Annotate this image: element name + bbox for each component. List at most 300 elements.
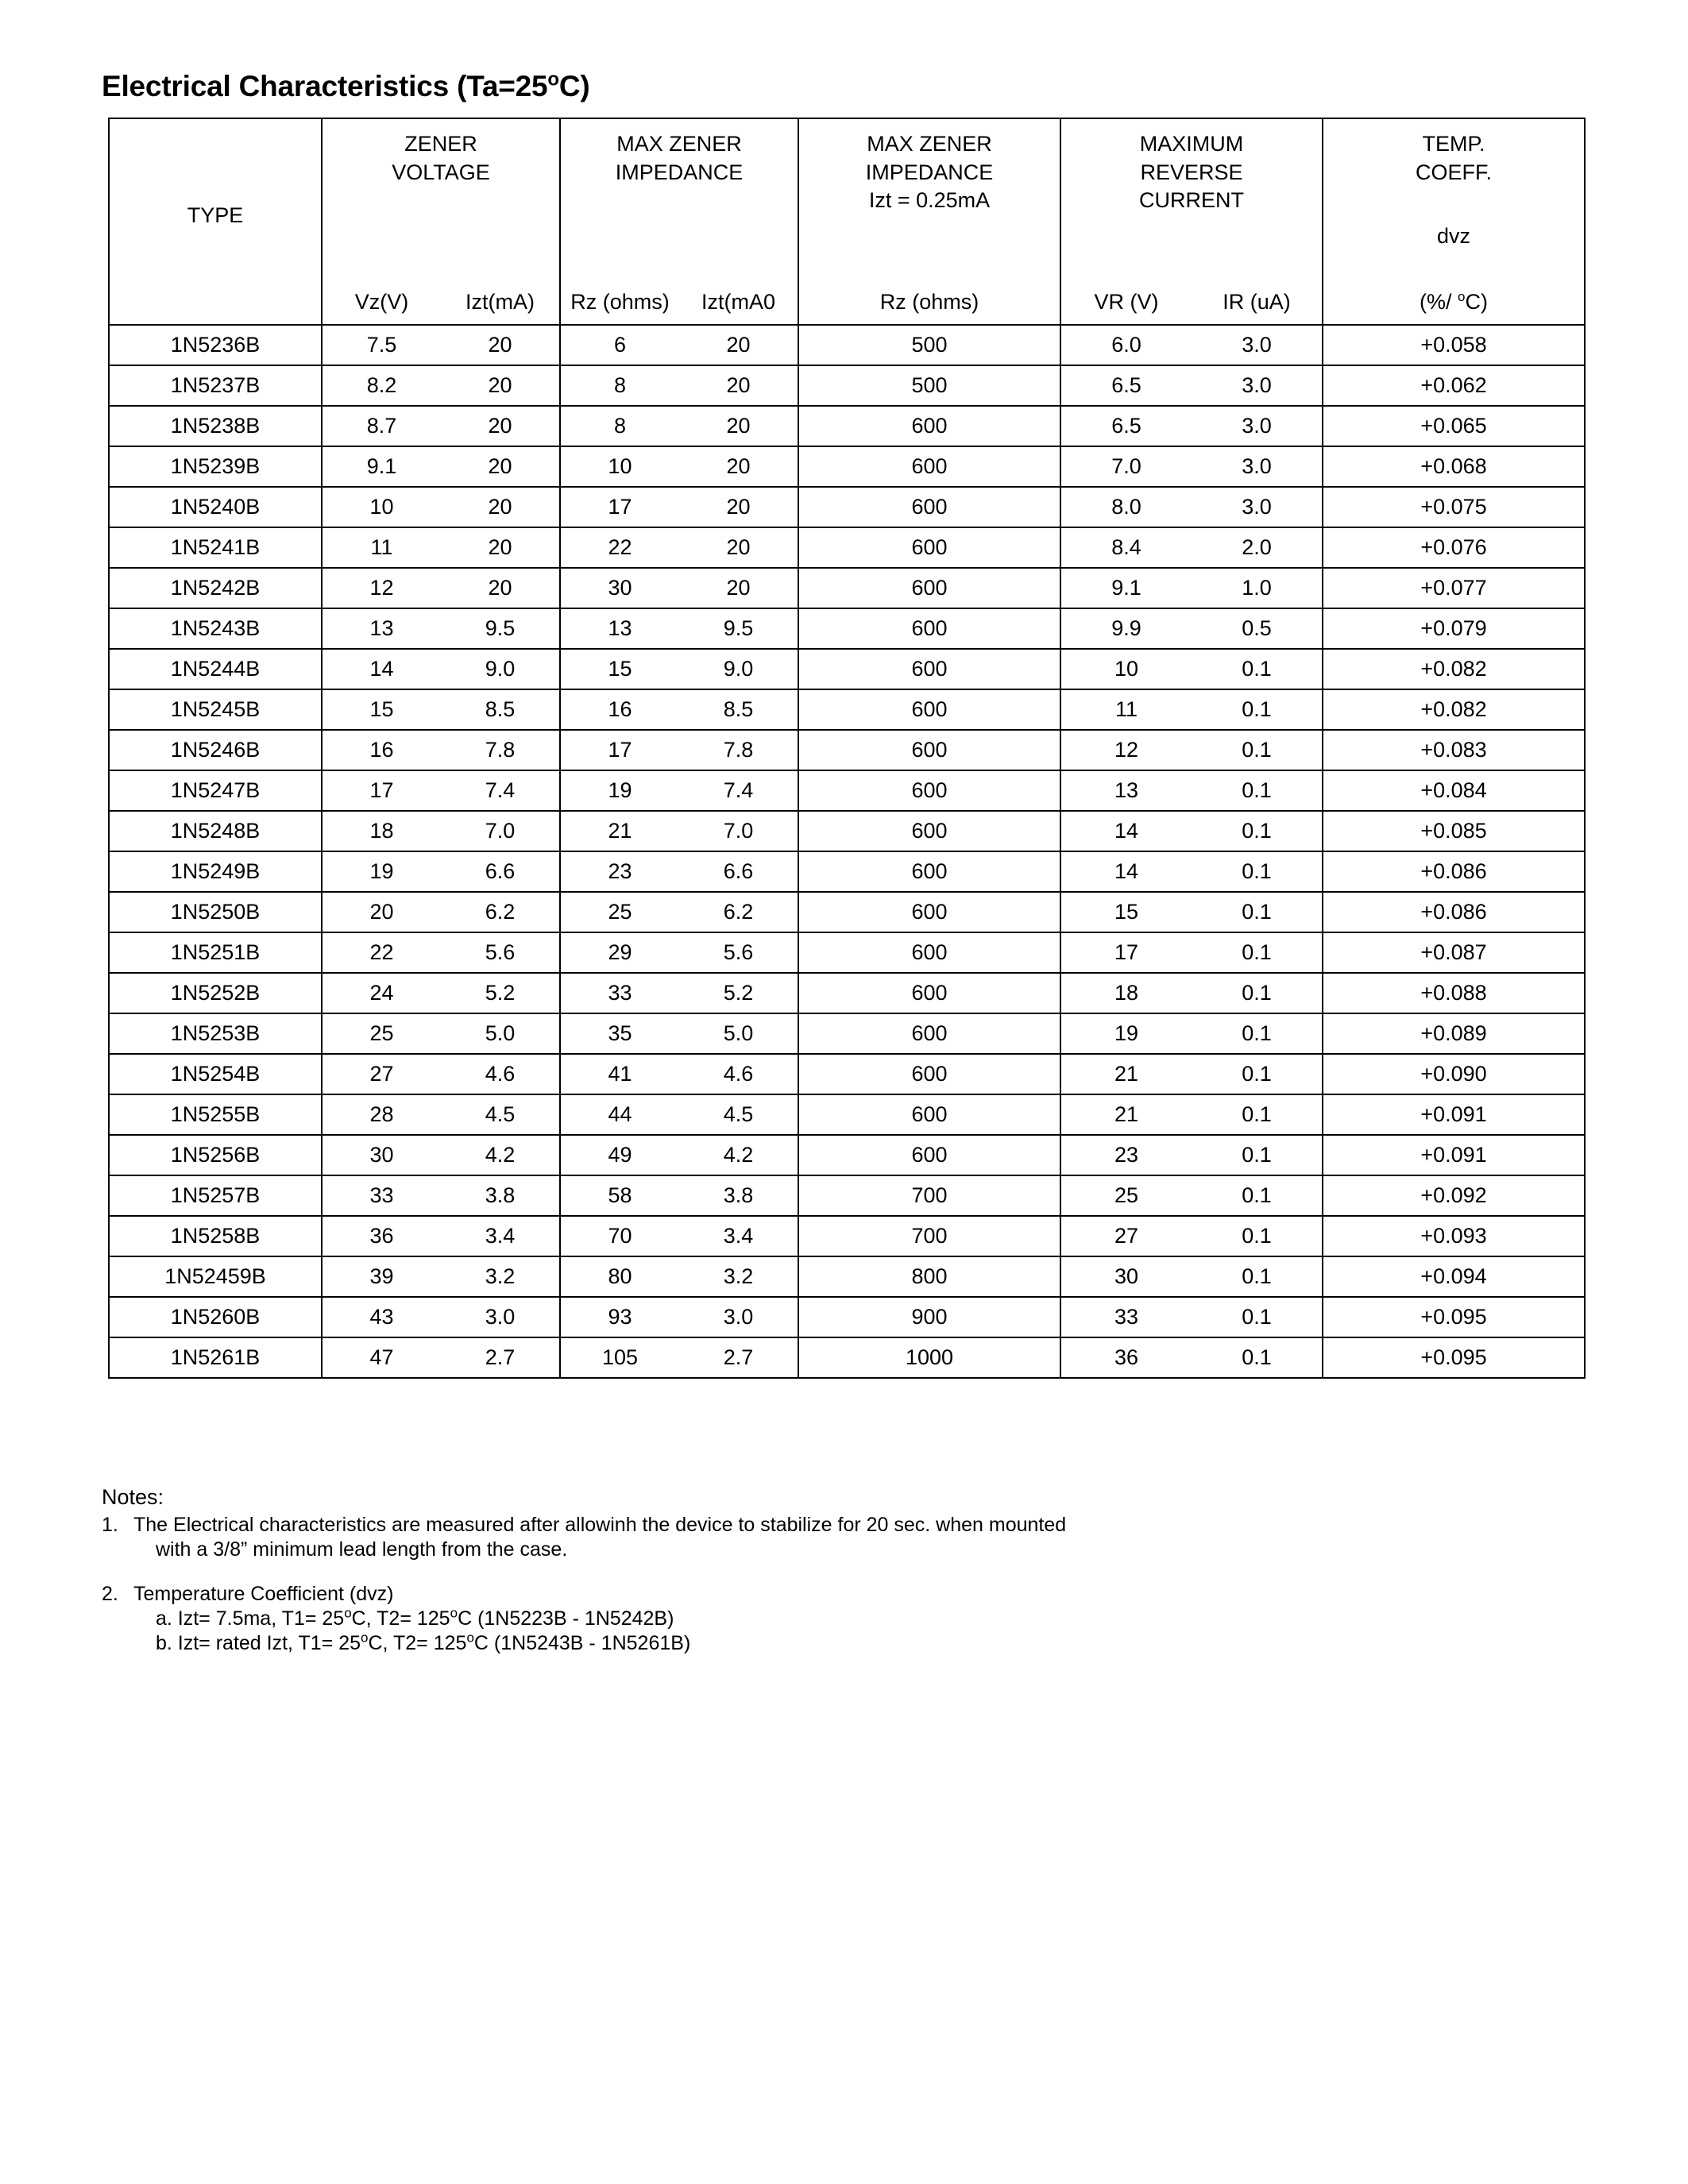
cell-rz: 33: [608, 981, 632, 1005]
cell-izt2: 4.2: [723, 1143, 754, 1167]
cell-ir: 3.0: [1242, 454, 1272, 478]
notes-heading: Notes:: [102, 1485, 164, 1509]
cell-vr: 11: [1114, 697, 1138, 721]
cell-max-zener-impedance: [560, 1297, 798, 1337]
cell-zener-voltage: [322, 811, 560, 851]
cell-vr: 15: [1114, 900, 1139, 924]
cell-zener-voltage: [322, 1216, 560, 1256]
cell-ir: 0.1: [1242, 1264, 1272, 1288]
header-temp-coeff-unit-post: C): [1465, 290, 1488, 314]
cell-max-zener-impedance: [560, 649, 798, 689]
cell-max-zener-impedance-025: 500: [798, 325, 1060, 365]
cell-izt2: 20: [726, 414, 751, 438]
cell-izt2: 20: [726, 373, 751, 397]
header-max-zener-impedance-title: [561, 130, 798, 187]
cell-max-reverse-current: [1060, 689, 1323, 730]
cell-temp-coeff: +0.091: [1323, 1135, 1585, 1175]
table-row: [109, 446, 1585, 487]
cell-zener-voltage: [322, 487, 560, 527]
cell-max-zener-impedance: [560, 568, 798, 608]
note-2-degree-3: o: [361, 1630, 369, 1646]
cell-vr: 36: [1114, 1345, 1139, 1369]
header-temp-coeff-line1: TEMP.: [1422, 132, 1485, 156]
cell-vr: 8.4: [1111, 535, 1141, 559]
cell-rz: 70: [608, 1224, 632, 1248]
table-row: [109, 325, 1585, 365]
cell-max-zener-impedance: [560, 487, 798, 527]
cell-izt: 5.0: [485, 1021, 516, 1045]
cell-type: 1N5251B: [109, 932, 322, 973]
cell-rz: 22: [608, 535, 632, 559]
cell-type: 1N5237B: [109, 365, 322, 406]
cell-izt2: 6.6: [723, 859, 754, 883]
cell-temp-coeff: +0.076: [1323, 527, 1585, 568]
page-title-tail: C): [558, 70, 590, 102]
cell-vr: 13: [1114, 778, 1139, 802]
cell-max-zener-impedance-025: 1000: [798, 1337, 1060, 1378]
cell-zener-voltage: [322, 892, 560, 932]
cell-max-zener-impedance-025: 600: [798, 932, 1060, 973]
cell-type: 1N5248B: [109, 811, 322, 851]
note-2-line-1: Temperature Coefficient (dvz): [133, 1583, 394, 1605]
cell-vr: 30: [1114, 1264, 1139, 1288]
cell-ir: 0.1: [1242, 778, 1272, 802]
cell-vr: 14: [1114, 819, 1139, 843]
header-zener-voltage: [322, 118, 560, 325]
header-sub-izt2: Izt(mA0: [701, 290, 775, 314]
cell-rz: 93: [608, 1305, 632, 1329]
cell-temp-coeff: +0.079: [1323, 608, 1585, 649]
cell-max-zener-impedance: [560, 1216, 798, 1256]
note-1: [102, 1515, 1452, 1565]
cell-ir: 0.1: [1242, 859, 1272, 883]
cell-vz: 18: [369, 819, 394, 843]
cell-zener-voltage: [322, 527, 560, 568]
table-row: [109, 406, 1585, 446]
cell-izt2: 20: [726, 576, 751, 600]
cell-temp-coeff: +0.082: [1323, 649, 1585, 689]
cell-izt: 9.5: [485, 616, 516, 640]
table-row: [109, 1175, 1585, 1216]
header-max-zener-impedance-line1: MAX ZENER: [616, 132, 742, 156]
cell-izt: 4.2: [485, 1143, 516, 1167]
cell-temp-coeff: +0.092: [1323, 1175, 1585, 1216]
cell-rz: 13: [608, 616, 632, 640]
header-type-label: TYPE: [187, 203, 244, 227]
cell-vz: 33: [369, 1183, 394, 1207]
cell-vz: 39: [369, 1264, 394, 1288]
cell-ir: 0.1: [1242, 981, 1272, 1005]
header-max-zener-impedance-line2: IMPEDANCE: [615, 160, 744, 184]
cell-ir: 0.1: [1242, 1345, 1272, 1369]
cell-max-zener-impedance-025: 600: [798, 851, 1060, 892]
cell-zener-voltage: [322, 770, 560, 811]
table-row: [109, 649, 1585, 689]
cell-type: 1N5253B: [109, 1013, 322, 1054]
cell-izt: 2.7: [485, 1345, 516, 1369]
cell-max-zener-impedance-025: 600: [798, 770, 1060, 811]
table-row: [109, 608, 1585, 649]
cell-max-reverse-current: [1060, 1337, 1323, 1378]
cell-vz: 11: [370, 535, 393, 559]
cell-max-zener-impedance: [560, 1175, 798, 1216]
cell-vr: 6.5: [1111, 414, 1141, 438]
cell-ir: 0.1: [1242, 900, 1272, 924]
header-temp-coeff-line2: COEFF.: [1415, 160, 1492, 184]
cell-max-zener-impedance: [560, 608, 798, 649]
cell-type: 1N5236B: [109, 325, 322, 365]
cell-rz: 30: [608, 576, 632, 600]
header-zener-voltage-title: [323, 130, 559, 187]
cell-vz: 7.5: [366, 333, 397, 357]
cell-izt2: 4.5: [723, 1102, 754, 1126]
cell-ir: 1.0: [1242, 576, 1272, 600]
cell-zener-voltage: [322, 1297, 560, 1337]
cell-izt: 4.5: [485, 1102, 516, 1126]
cell-type: 1N5243B: [109, 608, 322, 649]
cell-temp-coeff: +0.086: [1323, 851, 1585, 892]
cell-max-reverse-current: [1060, 1054, 1323, 1094]
cell-max-zener-impedance-025: 600: [798, 1054, 1060, 1094]
cell-zener-voltage: [322, 1094, 560, 1135]
cell-ir: 0.1: [1242, 1224, 1272, 1248]
cell-temp-coeff: +0.093: [1323, 1216, 1585, 1256]
cell-izt2: 3.4: [723, 1224, 754, 1248]
cell-vz: 30: [369, 1143, 394, 1167]
cell-max-zener-impedance: [560, 1256, 798, 1297]
header-sub-ir: IR (uA): [1223, 290, 1291, 314]
header-zener-voltage-line2: VOLTAGE: [392, 160, 490, 184]
cell-type: 1N5238B: [109, 406, 322, 446]
cell-ir: 0.1: [1242, 940, 1272, 964]
cell-vr: 6.0: [1111, 333, 1141, 357]
cell-izt2: 9.5: [723, 616, 754, 640]
cell-type: 1N5249B: [109, 851, 322, 892]
cell-izt2: 3.0: [723, 1305, 754, 1329]
cell-izt2: 7.0: [723, 819, 754, 843]
header-max-reverse-current-line1: MAXIMUM: [1139, 132, 1244, 156]
cell-type: 1N5245B: [109, 689, 322, 730]
cell-max-zener-impedance-025: 600: [798, 649, 1060, 689]
cell-ir: 0.1: [1242, 819, 1272, 843]
note-1-body: [133, 1515, 1452, 1565]
cell-max-reverse-current: [1060, 770, 1323, 811]
header-type: [109, 118, 322, 325]
cell-zener-voltage: [322, 406, 560, 446]
cell-ir: 0.1: [1242, 738, 1272, 762]
cell-temp-coeff: +0.082: [1323, 689, 1585, 730]
cell-zener-voltage: [322, 325, 560, 365]
note-2-degree-2: o: [450, 1605, 458, 1621]
cell-vr: 14: [1114, 859, 1139, 883]
cell-zener-voltage: [322, 649, 560, 689]
cell-izt: 20: [488, 495, 512, 519]
cell-rz: 23: [608, 859, 632, 883]
cell-max-reverse-current: [1060, 1297, 1323, 1337]
cell-max-zener-impedance: [560, 973, 798, 1013]
cell-max-reverse-current: [1060, 1135, 1323, 1175]
header-temp-coeff-title: [1323, 130, 1584, 187]
cell-vz: 25: [369, 1021, 394, 1045]
cell-ir: 3.0: [1242, 414, 1272, 438]
table-row: [109, 1135, 1585, 1175]
header-temp-coeff-dvz: dvz: [1436, 224, 1471, 248]
cell-type: 1N5242B: [109, 568, 322, 608]
cell-vr: 6.5: [1111, 373, 1141, 397]
table-row: [109, 973, 1585, 1013]
header-max-reverse-current-sub: [1061, 290, 1322, 314]
cell-vr: 7.0: [1111, 454, 1141, 478]
cell-vz: 20: [369, 900, 394, 924]
cell-max-zener-impedance: [560, 406, 798, 446]
note-2-line-2-c: C (1N5223B - 1N5242B): [458, 1607, 674, 1630]
cell-izt: 20: [488, 454, 512, 478]
cell-vz: 19: [369, 859, 394, 883]
cell-rz: 80: [608, 1264, 632, 1288]
cell-max-zener-impedance: [560, 365, 798, 406]
cell-max-reverse-current: [1060, 1216, 1323, 1256]
cell-izt2: 7.8: [723, 738, 754, 762]
cell-ir: 0.1: [1242, 1143, 1272, 1167]
cell-max-zener-impedance: [560, 446, 798, 487]
cell-max-zener-impedance-025: 500: [798, 365, 1060, 406]
note-2-line-3-c: C (1N5243B - 1N5261B): [473, 1632, 691, 1654]
cell-zener-voltage: [322, 932, 560, 973]
cell-izt: 20: [488, 535, 512, 559]
header-max-zener-impedance: [560, 118, 798, 325]
header-max-reverse-current-title: [1061, 130, 1322, 215]
cell-vr: 25: [1114, 1183, 1139, 1207]
page-title-text: Electrical Characteristics (Ta=25: [102, 70, 548, 102]
cell-max-reverse-current: [1060, 568, 1323, 608]
cell-max-zener-impedance: [560, 1337, 798, 1378]
cell-vz: 16: [369, 738, 394, 762]
cell-max-reverse-current: [1060, 1175, 1323, 1216]
header-max-reverse-current-line3: CURRENT: [1139, 188, 1244, 213]
cell-temp-coeff: +0.095: [1323, 1297, 1585, 1337]
electrical-characteristics-table: [108, 118, 1586, 1379]
header-zener-voltage-line1: ZENER: [404, 132, 477, 156]
table-row: [109, 568, 1585, 608]
cell-rz: 35: [608, 1021, 632, 1045]
cell-type: 1N5241B: [109, 527, 322, 568]
header-sub-vr: VR (V): [1094, 290, 1159, 314]
cell-vz: 24: [369, 981, 394, 1005]
cell-temp-coeff: +0.077: [1323, 568, 1585, 608]
cell-izt2: 5.0: [723, 1021, 754, 1045]
cell-vr: 9.9: [1111, 616, 1141, 640]
cell-max-reverse-current: [1060, 1256, 1323, 1297]
cell-temp-coeff: +0.062: [1323, 365, 1585, 406]
header-max-zener-impedance-025: [798, 118, 1060, 325]
table-row: [109, 365, 1585, 406]
note-2-line-2-a: a. Izt= 7.5ma, T1= 25: [156, 1607, 345, 1630]
cell-zener-voltage: [322, 1175, 560, 1216]
cell-vr: 27: [1114, 1224, 1139, 1248]
cell-vr: 33: [1114, 1305, 1139, 1329]
cell-izt: 20: [488, 576, 512, 600]
note-2-body: [133, 1584, 1452, 1658]
cell-max-zener-impedance-025: 600: [798, 730, 1060, 770]
note-1-line-2: with a 3/8” minimum lead length from the case.: [156, 1538, 568, 1561]
cell-rz: 105: [601, 1345, 639, 1369]
cell-vr: 19: [1114, 1021, 1139, 1045]
header-max-zener-impedance-025-sub: Rz (ohms): [879, 290, 979, 314]
cell-izt: 7.8: [485, 738, 516, 762]
cell-izt2: 20: [726, 495, 751, 519]
table-row: [109, 1094, 1585, 1135]
cell-vr: 18: [1114, 981, 1139, 1005]
cell-vr: 8.0: [1111, 495, 1141, 519]
note-2-degree-4: o: [466, 1630, 474, 1646]
note-2: [102, 1584, 1452, 1658]
cell-vr: 21: [1114, 1062, 1139, 1086]
cell-type: 1N5246B: [109, 730, 322, 770]
cell-izt: 3.8: [485, 1183, 516, 1207]
cell-max-reverse-current: [1060, 446, 1323, 487]
cell-max-zener-impedance-025: 600: [798, 527, 1060, 568]
cell-max-reverse-current: [1060, 932, 1323, 973]
cell-ir: 0.1: [1242, 1183, 1272, 1207]
cell-ir: 0.5: [1242, 616, 1272, 640]
cell-rz: 10: [608, 454, 632, 478]
cell-temp-coeff: +0.068: [1323, 446, 1585, 487]
cell-max-reverse-current: [1060, 406, 1323, 446]
cell-type: 1N5256B: [109, 1135, 322, 1175]
note-2-line-3-a: b. Izt= rated Izt, T1= 25: [156, 1632, 361, 1654]
cell-rz: 41: [608, 1062, 632, 1086]
cell-type: 1N5247B: [109, 770, 322, 811]
cell-rz: 17: [608, 495, 632, 519]
cell-ir: 0.1: [1242, 1021, 1272, 1045]
cell-izt: 9.0: [485, 657, 516, 681]
table-header-row: [109, 118, 1585, 325]
cell-type: 1N5239B: [109, 446, 322, 487]
cell-vz: 43: [369, 1305, 394, 1329]
table-row: [109, 527, 1585, 568]
cell-izt2: 7.4: [723, 778, 754, 802]
cell-vr: 9.1: [1111, 576, 1141, 600]
cell-max-reverse-current: [1060, 325, 1323, 365]
cell-vr: 23: [1114, 1143, 1139, 1167]
cell-max-reverse-current: [1060, 527, 1323, 568]
cell-temp-coeff: +0.094: [1323, 1256, 1585, 1297]
cell-ir: 3.0: [1242, 373, 1272, 397]
cell-temp-coeff: +0.088: [1323, 973, 1585, 1013]
cell-izt: 6.6: [485, 859, 516, 883]
cell-vz: 15: [369, 697, 394, 721]
cell-ir: 0.1: [1242, 1102, 1272, 1126]
cell-vz: 36: [369, 1224, 394, 1248]
cell-vz: 10: [369, 495, 394, 519]
cell-max-zener-impedance: [560, 811, 798, 851]
cell-temp-coeff: +0.086: [1323, 892, 1585, 932]
cell-max-zener-impedance: [560, 892, 798, 932]
cell-max-zener-impedance-025: 600: [798, 406, 1060, 446]
cell-izt2: 20: [726, 454, 751, 478]
cell-izt2: 8.5: [723, 697, 754, 721]
cell-max-zener-impedance-025: 600: [798, 1135, 1060, 1175]
note-2-line-2-b: C, T2= 125: [351, 1607, 450, 1630]
cell-vz: 27: [369, 1062, 394, 1086]
cell-type: 1N5252B: [109, 973, 322, 1013]
cell-max-zener-impedance-025: 600: [798, 446, 1060, 487]
cell-rz: 19: [608, 778, 632, 802]
cell-ir: 2.0: [1242, 535, 1272, 559]
header-temp-coeff-degree: o: [1458, 289, 1466, 304]
cell-ir: 0.1: [1242, 657, 1272, 681]
table-body: [109, 325, 1585, 1378]
cell-izt2: 3.2: [723, 1264, 754, 1288]
cell-temp-coeff: +0.085: [1323, 811, 1585, 851]
cell-ir: 3.0: [1242, 333, 1272, 357]
cell-izt: 20: [488, 414, 512, 438]
note-2-line-3: [133, 1630, 1452, 1654]
notes-spacer: [102, 1567, 1452, 1584]
cell-vz: 22: [369, 940, 394, 964]
cell-izt: 6.2: [485, 900, 516, 924]
cell-vr: 12: [1114, 738, 1139, 762]
table-row: [109, 730, 1585, 770]
cell-izt: 3.0: [485, 1305, 516, 1329]
table-row: [109, 811, 1585, 851]
header-temp-coeff-unit-pre: (%/: [1420, 290, 1458, 314]
cell-ir: 3.0: [1242, 495, 1272, 519]
header-sub-vz: Vz(V): [354, 290, 409, 314]
note-2-number: 2.: [102, 1583, 118, 1605]
cell-izt: 7.4: [485, 778, 516, 802]
table-row: [109, 892, 1585, 932]
cell-max-reverse-current: [1060, 1013, 1323, 1054]
cell-izt2: 5.6: [723, 940, 754, 964]
note-1-number: 1.: [102, 1514, 118, 1536]
header-sub-izt: Izt(mA): [465, 290, 535, 314]
note-2-degree-1: o: [344, 1605, 352, 1621]
cell-izt2: 20: [726, 333, 751, 357]
cell-izt2: 4.6: [723, 1062, 754, 1086]
cell-temp-coeff: +0.083: [1323, 730, 1585, 770]
cell-vr: 10: [1114, 657, 1139, 681]
cell-rz: 17: [608, 738, 632, 762]
cell-zener-voltage: [322, 608, 560, 649]
header-temp-coeff-sub: [1323, 290, 1584, 314]
cell-vz: 14: [369, 657, 394, 681]
cell-izt: 5.6: [485, 940, 516, 964]
cell-type: 1N5260B: [109, 1297, 322, 1337]
cell-izt: 4.6: [485, 1062, 516, 1086]
cell-type: 1N5261B: [109, 1337, 322, 1378]
note-2-line-2: [133, 1605, 1452, 1630]
cell-temp-coeff: +0.065: [1323, 406, 1585, 446]
cell-vr: 17: [1114, 940, 1139, 964]
header-max-zener-impedance-sub: [561, 290, 798, 314]
cell-type: 1N5257B: [109, 1175, 322, 1216]
cell-max-reverse-current: [1060, 487, 1323, 527]
cell-max-zener-impedance: [560, 325, 798, 365]
note-2-line-3-b: C, T2= 125: [368, 1632, 467, 1654]
cell-izt: 8.5: [485, 697, 516, 721]
cell-izt2: 2.7: [723, 1345, 754, 1369]
table-row: [109, 770, 1585, 811]
note-1-line-1: The Electrical characteristics are measured after allowinh the device to stabilize for 20 sec. when mounted: [133, 1514, 1067, 1536]
cell-temp-coeff: +0.090: [1323, 1054, 1585, 1094]
cell-zener-voltage: [322, 1337, 560, 1378]
cell-temp-coeff: +0.089: [1323, 1013, 1585, 1054]
cell-vz: 12: [369, 576, 394, 600]
cell-max-reverse-current: [1060, 851, 1323, 892]
cell-max-zener-impedance-025: 600: [798, 568, 1060, 608]
cell-max-reverse-current: [1060, 730, 1323, 770]
